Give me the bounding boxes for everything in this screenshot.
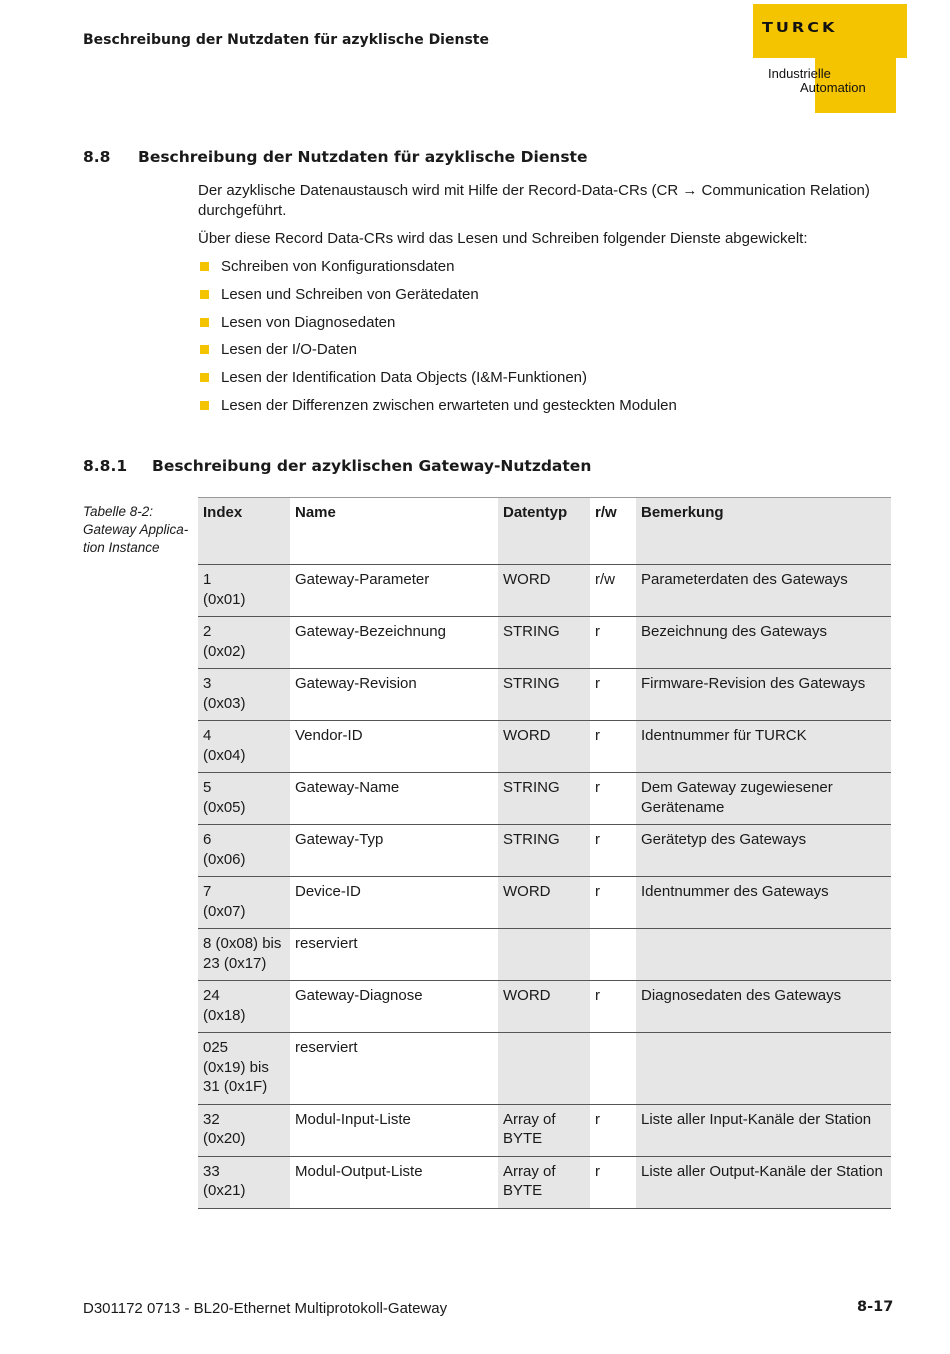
cell-type xyxy=(498,721,590,773)
table-row xyxy=(198,929,891,981)
cell-remark xyxy=(636,825,891,877)
list-item-text: Schreiben von Konfigurationsdaten xyxy=(221,258,455,275)
cell-remark xyxy=(636,1104,891,1156)
header-rw: r/w xyxy=(590,498,636,565)
cell-rw xyxy=(590,825,636,877)
cell-type-text: WORD xyxy=(503,987,551,1004)
table-row xyxy=(198,877,891,929)
subsection-heading xyxy=(83,457,591,475)
cell-rw xyxy=(590,1033,636,1105)
cell-index xyxy=(198,721,290,773)
cell-remark xyxy=(636,877,891,929)
cell-remark-text: Bezeichnung des Gateways xyxy=(641,623,827,640)
list-item xyxy=(198,396,888,424)
cell-remark-text: Gerätetyp des Gateways xyxy=(641,831,807,848)
cell-remark-text: Identnummer für TURCK xyxy=(641,727,807,744)
list-item xyxy=(198,313,888,341)
list-item xyxy=(198,340,888,368)
list-item-text: Lesen der Differenzen zwischen erwarteten und gesteckten Modulen xyxy=(221,396,677,414)
header-remark: Bemerkung xyxy=(636,498,891,565)
cell-type xyxy=(498,617,590,669)
bullet-square-icon xyxy=(200,262,209,271)
list-item-text: Lesen von Diagnosedaten xyxy=(221,313,396,331)
cell-index-text: (0x02) xyxy=(203,642,246,660)
cell-type xyxy=(498,565,590,617)
cell-name xyxy=(290,825,498,877)
cell-remark xyxy=(636,617,891,669)
cell-index xyxy=(198,669,290,721)
cell-rw xyxy=(590,929,636,981)
cell-type-text: Array of BYTE xyxy=(503,1162,556,1199)
section-title: Beschreibung der Nutzdaten für azyklische Dienste xyxy=(138,148,588,166)
cell-remark xyxy=(636,1156,891,1208)
cell-name-text: Gateway-Revision xyxy=(295,675,417,692)
cell-index-text: 8 (0x08) bis xyxy=(203,935,282,952)
cell-index xyxy=(198,929,290,981)
cell-type xyxy=(498,981,590,1033)
cell-index-text: 2 xyxy=(203,623,212,640)
cell-remark-text: Parameterdaten des Gateways xyxy=(641,571,848,588)
table-caption-line: Gateway Applica- xyxy=(83,522,189,537)
cell-name xyxy=(290,617,498,669)
cell-index-text: 23 (0x17) xyxy=(203,954,267,972)
cell-type-text: STRING xyxy=(503,623,560,640)
cell-rw-text: r xyxy=(595,883,600,900)
table-row xyxy=(198,1033,891,1105)
cell-index-text: (0x21) xyxy=(203,1182,246,1199)
cell-remark-text: Liste aller Output-Kanäle der Station xyxy=(641,1162,883,1180)
cell-type-text: WORD xyxy=(503,571,551,588)
gateway-table xyxy=(198,497,891,1209)
bullet-square-icon xyxy=(200,373,209,382)
intro-text xyxy=(198,181,888,424)
cell-remark-text: Identnummer des Gateways xyxy=(641,883,829,900)
table-caption-line: Tabelle 8-2: xyxy=(83,504,154,519)
cell-remark xyxy=(636,929,891,981)
table-header-row xyxy=(198,498,891,565)
turck-logo-text: TURCK xyxy=(762,19,838,36)
cell-index-text: (0x01) xyxy=(203,590,246,608)
cell-index-text: 025 xyxy=(203,1039,229,1056)
cell-name xyxy=(290,669,498,721)
cell-name-text: Device-ID xyxy=(295,883,361,900)
cell-name xyxy=(290,773,498,825)
bullet-square-icon xyxy=(200,318,209,327)
cell-index-text: 4 xyxy=(203,727,212,744)
cell-name xyxy=(290,929,498,981)
table-row xyxy=(198,669,891,721)
cell-type-text: STRING xyxy=(503,675,560,692)
table-row xyxy=(198,565,891,617)
bullet-square-icon xyxy=(200,345,209,354)
cell-name-text: reserviert xyxy=(295,935,358,952)
cell-index-text: (0x19) bis 31 (0x1F) xyxy=(203,1058,269,1095)
cell-type-text: WORD xyxy=(503,727,551,744)
cell-remark xyxy=(636,669,891,721)
cell-type xyxy=(498,669,590,721)
cell-index-text: 3 xyxy=(203,675,212,692)
cell-type-text: STRING xyxy=(503,779,560,796)
cell-index-text: 6 xyxy=(203,831,212,848)
cell-name xyxy=(290,721,498,773)
cell-index xyxy=(198,565,290,617)
bullet-square-icon xyxy=(200,290,209,299)
cell-rw-text: r xyxy=(595,831,600,848)
cell-type xyxy=(498,877,590,929)
table-row xyxy=(198,617,891,669)
cell-index-text: (0x07) xyxy=(203,902,246,920)
cell-rw-text: r xyxy=(595,727,600,744)
cell-index xyxy=(198,1104,290,1156)
table-row xyxy=(198,721,891,773)
cell-name xyxy=(290,981,498,1033)
cell-name xyxy=(290,877,498,929)
logo-subtitle-line2: Automation xyxy=(800,80,866,95)
services-list xyxy=(198,257,888,424)
cell-index xyxy=(198,617,290,669)
cell-index-text: 1 xyxy=(203,571,212,588)
cell-name-text: Gateway-Bezeichnung xyxy=(295,623,446,640)
cell-index xyxy=(198,877,290,929)
cell-rw xyxy=(590,617,636,669)
cell-rw xyxy=(590,877,636,929)
table-row xyxy=(198,773,891,825)
cell-rw xyxy=(590,1104,636,1156)
page-number: 8-17 xyxy=(857,1299,894,1315)
cell-rw-text: r xyxy=(595,1162,600,1180)
cell-index-text: 24 xyxy=(203,987,220,1004)
cell-type xyxy=(498,1156,590,1208)
list-item xyxy=(198,257,888,285)
header-type: Datentyp xyxy=(498,498,590,565)
cell-name-text: Gateway-Typ xyxy=(295,831,384,848)
section-heading xyxy=(83,148,587,166)
list-item xyxy=(198,368,888,396)
cell-type xyxy=(498,825,590,877)
cell-type xyxy=(498,773,590,825)
cell-index-text: (0x06) xyxy=(203,850,246,868)
subsection-title: Beschreibung der azyklischen Gateway-Nutzdaten xyxy=(152,457,592,475)
cell-index xyxy=(198,981,290,1033)
cell-rw xyxy=(590,981,636,1033)
cell-index-text: (0x18) xyxy=(203,1006,246,1024)
list-item xyxy=(198,285,888,313)
cell-name-text: Gateway-Parameter xyxy=(295,571,430,588)
list-item-text: Lesen und Schreiben von Gerätedaten xyxy=(221,285,479,303)
cell-type xyxy=(498,929,590,981)
table-row xyxy=(198,1104,891,1156)
cell-index-text: (0x04) xyxy=(203,746,246,764)
cell-rw-text: r xyxy=(595,987,600,1004)
cell-remark-text: Firmware-Revision des Gateways xyxy=(641,675,866,692)
header-index: Index xyxy=(198,498,290,565)
cell-rw-text: r xyxy=(595,623,600,640)
intro-paragraph-2: Über diese Record Data-CRs wird das Lesen und Schreiben folgender Dienste abgewickelt: xyxy=(198,230,808,247)
cell-remark xyxy=(636,773,891,825)
cell-type xyxy=(498,1104,590,1156)
cell-rw xyxy=(590,721,636,773)
cell-remark-text: Liste aller Input-Kanäle der Station xyxy=(641,1110,872,1128)
cell-remark xyxy=(636,1033,891,1105)
cell-index-text: 32 xyxy=(203,1110,220,1128)
logo-subtitle-line1: Industrielle xyxy=(768,66,831,81)
cell-index xyxy=(198,773,290,825)
cell-name-text: reserviert xyxy=(295,1039,358,1056)
cell-rw xyxy=(590,565,636,617)
intro-paragraph-1: Der azyklische Datenaustausch wird mit Hilfe der Record-Data-CRs (CR → Communication Relation) durchgeführt. xyxy=(198,182,870,219)
cell-name-text: Gateway-Diagnose xyxy=(295,987,423,1004)
cell-index-text: (0x05) xyxy=(203,798,246,816)
bullet-square-icon xyxy=(200,401,209,410)
cell-rw-text: r xyxy=(595,779,600,796)
cell-index xyxy=(198,825,290,877)
section-number: 8.8 xyxy=(83,148,111,166)
cell-index-text: 5 xyxy=(203,779,212,796)
cell-type xyxy=(498,1033,590,1105)
cell-name xyxy=(290,1033,498,1105)
cell-name-text: Vendor-ID xyxy=(295,727,363,744)
cell-remark-text: Dem Gateway zugewiesener Gerätename xyxy=(641,779,833,816)
table-caption xyxy=(83,503,193,557)
cell-index-text: (0x20) xyxy=(203,1130,246,1147)
cell-rw-text: r/w xyxy=(595,571,615,588)
cell-rw xyxy=(590,669,636,721)
logo-subtitle xyxy=(768,67,866,95)
cell-index xyxy=(198,1156,290,1208)
cell-name xyxy=(290,565,498,617)
cell-index-text: (0x03) xyxy=(203,694,246,712)
list-item-text: Lesen der I/O-Daten xyxy=(221,341,357,359)
list-item-text: Lesen der Identification Data Objects (I&M-Funktionen) xyxy=(221,369,588,387)
cell-type-text: WORD xyxy=(503,883,551,900)
table-row xyxy=(198,825,891,877)
cell-type-text: STRING xyxy=(503,831,560,848)
cell-index-text: 7 xyxy=(203,883,212,900)
cell-index xyxy=(198,1033,290,1105)
cell-rw-text: r xyxy=(595,1110,600,1128)
subsection-number: 8.8.1 xyxy=(83,457,128,475)
cell-remark xyxy=(636,981,891,1033)
cell-rw-text: r xyxy=(595,675,600,692)
cell-rw xyxy=(590,773,636,825)
cell-name-text: Modul-Output-Liste xyxy=(295,1162,423,1180)
table-row xyxy=(198,1156,891,1208)
cell-name-text: Modul-Input-Liste xyxy=(295,1110,411,1128)
header-name: Name xyxy=(290,498,498,565)
cell-remark xyxy=(636,721,891,773)
cell-name xyxy=(290,1104,498,1156)
cell-remark-text: Diagnosedaten des Gateways xyxy=(641,987,842,1004)
footer-document: D301172 0713 - BL20-Ethernet Multiprotokoll-Gateway xyxy=(83,1300,448,1317)
table-row xyxy=(198,981,891,1033)
cell-remark xyxy=(636,565,891,617)
running-header: Beschreibung der Nutzdaten für azyklische Dienste xyxy=(83,32,489,48)
cell-name xyxy=(290,1156,498,1208)
table-caption-line: tion Instance xyxy=(83,540,160,555)
cell-type-text: Array of BYTE xyxy=(503,1110,556,1147)
cell-rw xyxy=(590,1156,636,1208)
cell-index-text: 33 xyxy=(203,1162,220,1180)
cell-name-text: Gateway-Name xyxy=(295,779,400,796)
